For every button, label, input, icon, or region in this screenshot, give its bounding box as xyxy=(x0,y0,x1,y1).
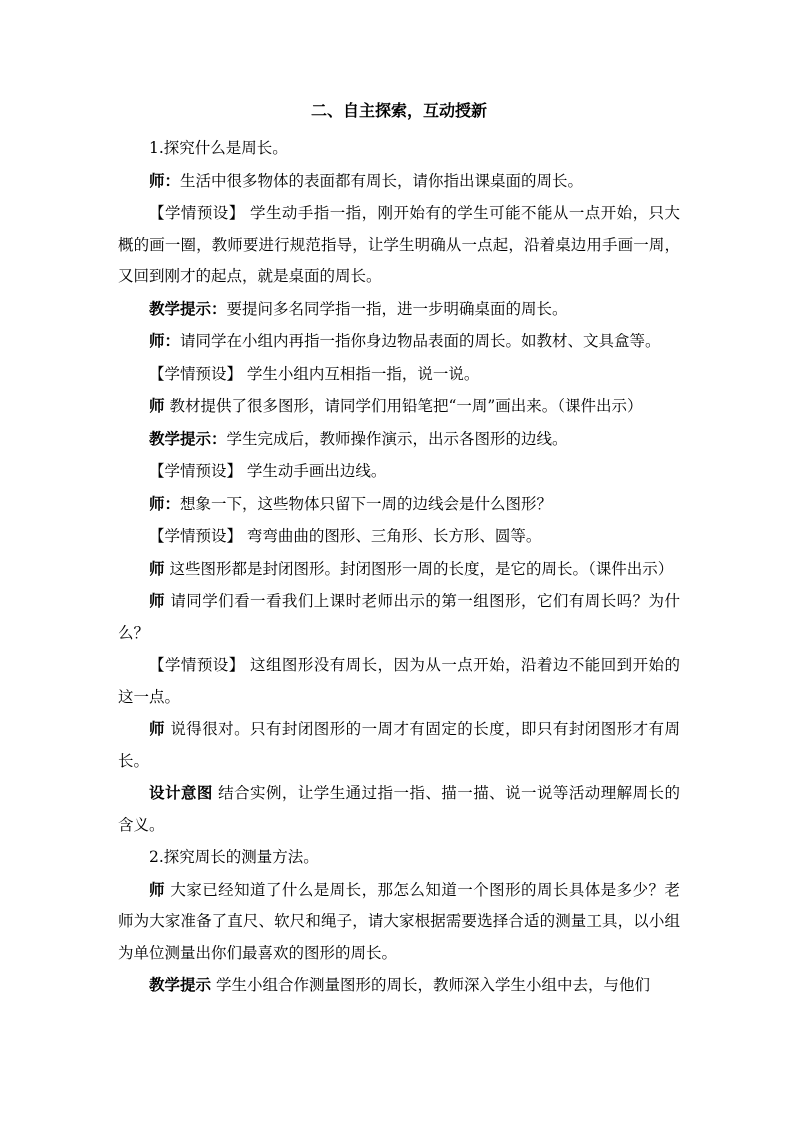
paragraph-text: 请同学在小组内再指一指你身边物品表面的周长。如教材、文具盒等。 xyxy=(180,332,661,350)
paragraph-7 xyxy=(118,390,680,423)
paragraph-text: 2.探究周长的测量方法。 xyxy=(149,848,319,866)
paragraph-6 xyxy=(118,358,680,391)
paragraph-text: 学生完成后，教师操作演示，出示各图形的边线。 xyxy=(226,429,568,448)
paragraph-11 xyxy=(118,520,680,553)
paragraph-text: 说得很对。只有封闭图形的一周才有固定的长度，即只有封闭图形才有周长。 xyxy=(118,720,680,770)
speaker-label: 师： xyxy=(149,170,181,190)
paragraph-18 xyxy=(118,874,680,970)
paragraph-text: 教材提供了很多图形，请同学们用铅笔把“一周”画出来。（课件出示） xyxy=(164,397,643,415)
speaker-label: 师： xyxy=(149,331,181,350)
speaker-label: 师 xyxy=(149,396,165,415)
paragraph-text: 生活中很多物体的表面都有周长，请你指出课桌面的周长。 xyxy=(180,171,584,190)
paragraph-text: 【学情预设】 学生小组内互相指一指，说一说。 xyxy=(149,364,480,383)
speaker-label: 师 xyxy=(149,591,165,610)
paragraph-13 xyxy=(118,585,680,649)
document-page xyxy=(118,98,680,1002)
speaker-label: 教学提示： xyxy=(149,428,227,448)
section-title: 二、自主探索，互动授新 xyxy=(310,101,487,120)
paragraph-text: 1.探究什么是周长。 xyxy=(149,139,288,157)
paragraph-19 xyxy=(118,969,680,1002)
paragraph-14 xyxy=(118,649,680,713)
paragraph-16 xyxy=(118,777,680,841)
paragraph-text: 要提问多名同学指一指，进一步明确桌面的周长。 xyxy=(226,299,568,318)
paragraph-text: 【学情预设】 学生动手指一指，刚开始有的学生可能不能从一点开始，只大概的画一圈，教师要进行规范指导，让学生明确从一点起，沿着桌边用手画一周，又回到刚才的起点，就是桌面的周长。 xyxy=(118,204,680,285)
paragraph-2 xyxy=(118,165,680,198)
speaker-label: 师 xyxy=(149,719,165,738)
paragraph-4 xyxy=(118,293,680,326)
speaker-label: 教学提示： xyxy=(149,298,227,318)
speaker-label: 师： xyxy=(149,493,181,513)
paragraph-text: 大家已经知道了什么是周长，那怎么知道一个图形的周长具体是多少？老师为大家准备了直尺、软尺和绳子，请大家根据需要选择合适的测量工具，以小组为单位测量出你们最喜欢的图形的周长。 xyxy=(118,880,680,962)
paragraph-15 xyxy=(118,713,680,777)
paragraph-text: 【学情预设】 弯弯曲曲的图形、三角形、长方形、圆等。 xyxy=(149,527,542,545)
paragraph-10 xyxy=(118,488,680,521)
paragraph-text: 学生小组合作测量图形的周长，教师深入学生小组中去，与他们 xyxy=(211,976,650,994)
paragraph-8 xyxy=(118,423,680,456)
paragraph-3 xyxy=(118,197,680,293)
paragraph-text: 【学情预设】 这组图形没有周长，因为从一点开始，沿着边不能回到开始的这一点。 xyxy=(118,656,680,706)
paragraph-text: 请同学们看一看我们上课时老师出示的第一组图形，它们有周长吗？为什么？ xyxy=(118,592,680,642)
paragraph-text: 想象一下，这些物体只留下一周的边线会是什么图形？ xyxy=(180,494,553,513)
paragraph-text: 这些图形都是封闭图形。封闭图形一周的长度，是它的周长。（课件出示） xyxy=(164,559,674,578)
paragraph-17 xyxy=(118,841,680,874)
paragraph-5 xyxy=(118,325,680,358)
paragraph-9 xyxy=(118,455,680,488)
paragraph-12 xyxy=(118,553,680,586)
speaker-label: 师 xyxy=(149,558,165,578)
paragraph-1 xyxy=(118,132,680,165)
speaker-label: 师 xyxy=(149,879,165,899)
speaker-label: 设计意图 xyxy=(149,783,213,802)
speaker-label: 教学提示 xyxy=(149,975,212,994)
paragraph-text: 结合实例，让学生通过指一指、描一描、说一说等活动理解周长的含义。 xyxy=(118,784,680,834)
paragraph-text: 【学情预设】 学生动手画出边线。 xyxy=(149,462,387,480)
